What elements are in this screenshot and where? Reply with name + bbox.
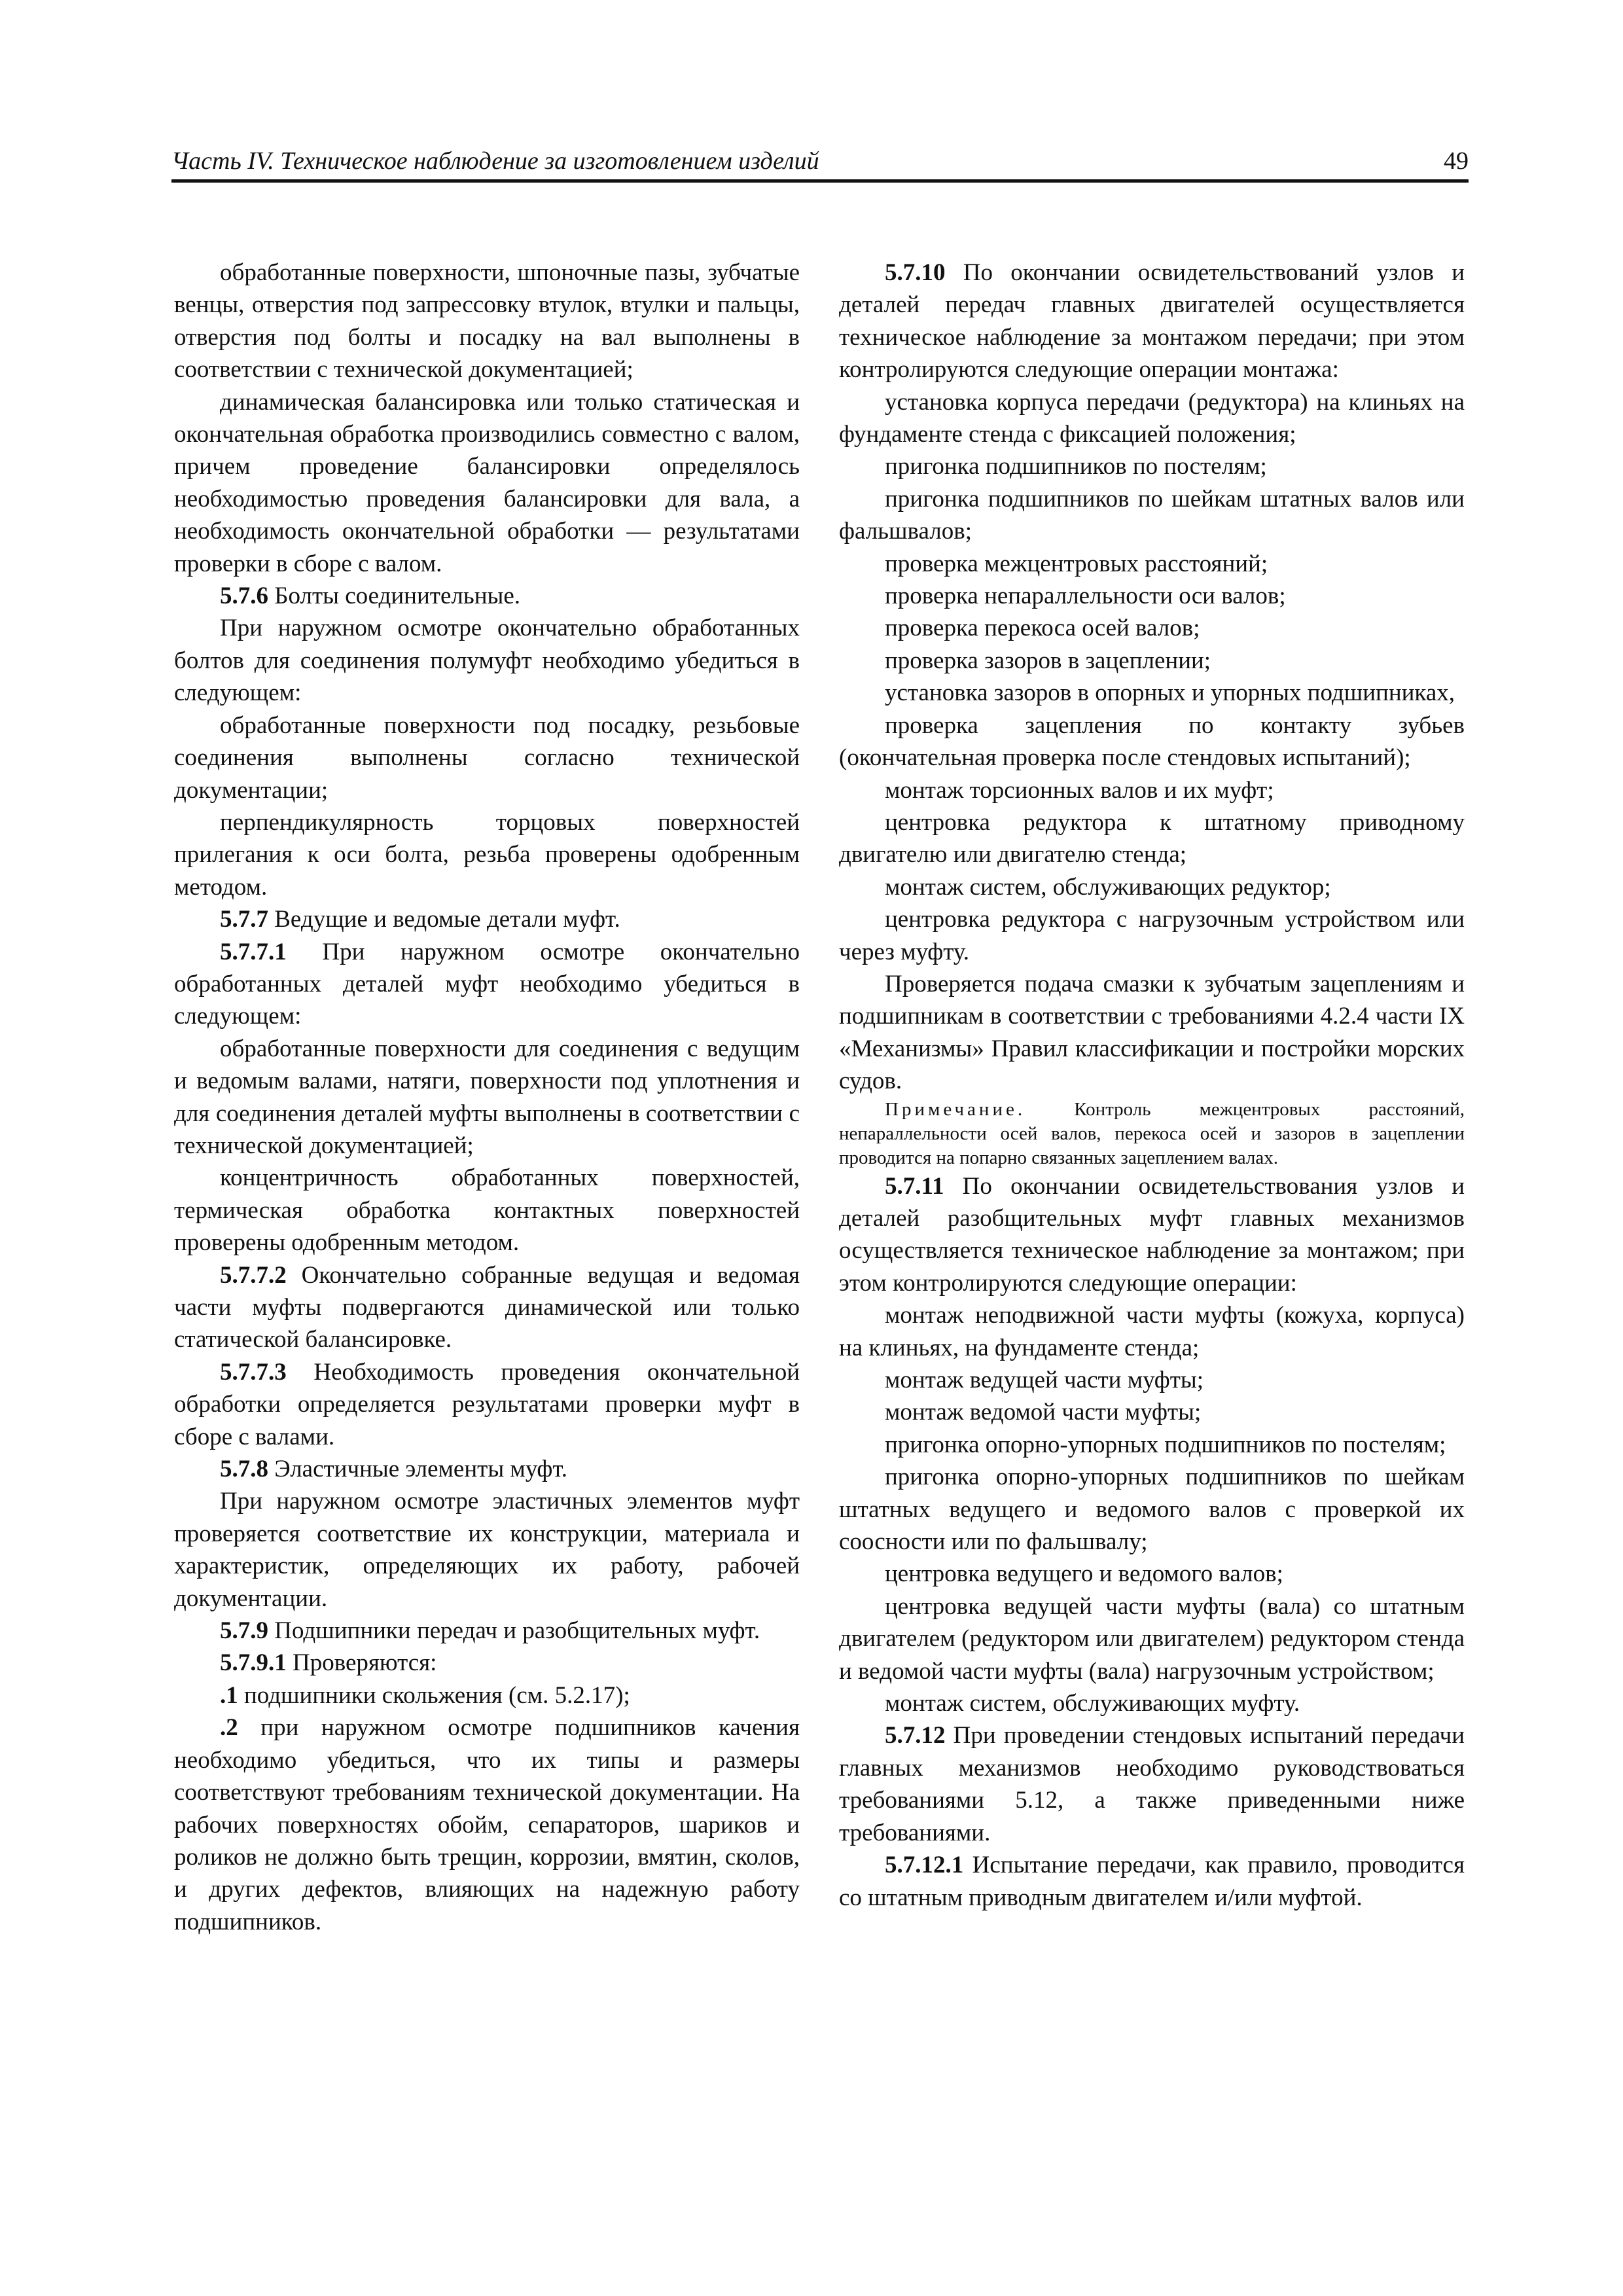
section-5-7-7-2 (174, 1259, 800, 1356)
right-column (839, 257, 1465, 1914)
section-heading: Болты соединительные. (274, 583, 521, 610)
item-number: .1 (220, 1681, 238, 1709)
running-header (171, 145, 1469, 183)
section-text: При наружном осмотре окончательно обработанных деталей муфт необходимо убедиться в следующем: (174, 938, 800, 1030)
list-item: пригонка подшипников по шейкам штатных валов или фальшвалов; (839, 485, 1465, 545)
section-5-7-10 (839, 257, 1465, 386)
section-number: 5.7.9.1 (220, 1649, 287, 1677)
section-number: 5.7.12 (885, 1722, 946, 1749)
paragraph: обработанные поверхности под посадку, резьбовые соединения выполнены согласно технической документации; (174, 711, 800, 804)
section-number: 5.7.7 (220, 906, 268, 933)
paragraph: При наружном осмотре окончательно обработанных болтов для соединения полумуфт необходимо убедиться в следующем: (174, 615, 800, 707)
list-item: монтаж ведущей части муфты; (885, 1367, 1204, 1393)
item-text: при наружном осмотре подшипников качения необходимо убедиться, что их типы и размеры соответствуют требованиям технической документации. На рабочих поверхностях обойм, сепараторов, шариков и роликов не должно быть трещин, коррозии, вмятин, сколов, и других дефектов, влияющих на надежную работу подшипников. (174, 1714, 800, 1935)
note-text: Контроль межцентровых расстояний, непараллельности осей валов, перекоса осей и зазоров в зацеплении проводится на попарно связанных зацеплением валах. (839, 1098, 1465, 1168)
item-number: .2 (220, 1714, 238, 1742)
list-item: монтаж систем, обслуживающих редуктор; (885, 873, 1331, 901)
list-item: центровка редуктора с нагрузочным устройством или через муфту. (839, 906, 1465, 965)
section-5-7-8 (174, 1453, 800, 1485)
section-5-7-6 (174, 580, 800, 612)
section-number: 5.7.7.3 (220, 1358, 287, 1386)
list-item: монтаж систем, обслуживающих муфту. (885, 1690, 1300, 1717)
list-item: центровка ведущего и ведомого валов; (885, 1560, 1283, 1588)
list-item: установка зазоров в опорных и упорных подшипниках, (885, 679, 1455, 707)
paragraph: обработанные поверхности для соединения с ведущим и ведомым валами, натяги, поверхности под уплотнения и для соединения деталей муфты выполнены в соответствии с технической документацией; (174, 1035, 800, 1159)
paragraph: концентричность обработанных поверхностей, термическая обработка контактных поверхностей проверены одобренным методом. (174, 1164, 800, 1257)
list-item: пригонка подшипников по постелям; (885, 453, 1267, 480)
section-number: 5.7.7.2 (220, 1261, 287, 1289)
section-5-7-12-1 (839, 1849, 1465, 1914)
section-5-7-7-3 (174, 1356, 800, 1453)
paragraph: При наружном осмотре эластичных элементов муфт проверяется соответствие их конструкции, материала и характеристик, определяющих их работу, рабочей документации. (174, 1488, 800, 1612)
section-heading: Эластичные элементы муфт. (274, 1456, 568, 1483)
section-text: Окончательно собранные ведущая и ведомая части муфты подвергаются динамической или только статической балансировке. (174, 1261, 800, 1354)
section-heading: Подшипники передач и разобщительных муфт. (274, 1617, 760, 1645)
section-number: 5.7.12.1 (885, 1852, 964, 1879)
section-number: 5.7.11 (885, 1172, 944, 1200)
section-number: 5.7.9 (220, 1617, 268, 1645)
section-number: 5.7.10 (885, 259, 946, 286)
list-item: монтаж ведомой части муфты; (885, 1399, 1202, 1426)
section-text: По окончании освидетельствований узлов и деталей передач главных двигателей осуществляется техническое наблюдение за монтажом передачи; при этом контролируются следующие операции монтажа: (839, 259, 1465, 384)
list-item: центровка ведущей части муфты (вала) со штатным двигателем (редуктором или двигателем) редуктором стенда и ведомой части муфты (вала) нагрузочным устройством; (839, 1592, 1465, 1685)
section-5-7-11 (839, 1170, 1465, 1300)
list-item: проверка зазоров в зацеплении; (885, 647, 1211, 674)
section-5-7-7-1 (174, 936, 800, 1033)
list-item: монтаж неподвижной части муфты (кожуха, корпуса) на клиньях, на фундаменте стенда; (839, 1302, 1465, 1361)
section-text: Испытание передачи, как правило, проводится со штатным приводным двигателем и/или муфтой. (839, 1852, 1465, 1911)
list-item: пригонка опорно-упорных подшипников по шейкам штатных ведущего и ведомого валов с проверкой их соосности или по фальшвалу; (839, 1463, 1465, 1556)
note-label: Примечание. (885, 1098, 1026, 1120)
section-5-7-12 (839, 1719, 1465, 1849)
list-item: проверка зацепления по контакту зубьев (окончательная проверка после стендовых испытаний); (839, 711, 1465, 772)
note (839, 1098, 1465, 1170)
section-5-7-7 (174, 903, 800, 935)
section-text: Проверяются: (293, 1649, 437, 1677)
header-title: Часть IV. Техническое наблюдение за изготовлением изделий (171, 147, 819, 175)
list-item: проверка перекоса осей валов; (885, 615, 1200, 642)
section-5-7-9-1 (174, 1647, 800, 1679)
section-heading: Ведущие и ведомые детали муфт. (274, 906, 620, 933)
paragraph: Проверяется подача смазки к зубчатым зацеплениям и подшипникам в соответствии с требованиями 4.2.4 части IX «Механизмы» Правил классификации и постройки морских судов. (839, 970, 1465, 1095)
list-item: проверка непараллельности оси валов; (885, 583, 1286, 610)
list-item: монтаж торсионных валов и их муфт; (885, 776, 1274, 804)
section-text: Необходимость проведения окончательной обработки определяется результатами проверки муфт в сборе с валами. (174, 1358, 800, 1450)
section-number: 5.7.7.1 (220, 938, 287, 965)
section-5-7-9 (174, 1615, 800, 1647)
section-text: По окончании освидетельствования узлов и деталей разобщительных муфт главных механизмов осуществляется техническое наблюдение за монтажом; при этом контролируются следующие операции: (839, 1172, 1465, 1297)
section-text: При проведении стендовых испытаний передачи главных механизмов необходимо руководствоваться требованиями 5.12, а также приведенными ниже требованиями. (839, 1722, 1465, 1846)
list-item (174, 1712, 800, 1938)
item-text: подшипники скольжения (см. 5.2.17); (244, 1681, 630, 1709)
section-number: 5.7.8 (220, 1456, 268, 1483)
paragraph: обработанные поверхности, шпоночные пазы, зубчатые венцы, отверстия под запрессовку втулок, втулки и пальцы, отверстия под болты и посадку на вал выполнены в соответствии с технической документацией; (174, 259, 800, 384)
list-item: пригонка опорно-упорных подшипников по постелям; (885, 1431, 1446, 1458)
list-item: установка корпуса передачи (редуктора) на клиньях на фундаменте стенда с фиксацией положения; (839, 388, 1465, 448)
left-column (174, 257, 800, 1938)
list-item: проверка межцентровых расстояний; (885, 550, 1268, 577)
page-number: 49 (1444, 147, 1469, 175)
list-item (174, 1679, 800, 1712)
section-number: 5.7.6 (220, 583, 268, 610)
list-item: центровка редуктора к штатному приводному двигателю или двигателю стенда; (839, 808, 1465, 869)
paragraph: перпендикулярность торцовых поверхностей прилегания к оси болта, резьба проверены одобренным методом. (174, 808, 800, 901)
paragraph: динамическая балансировка или только статическая и окончательная обработка производились совместно с валом, причем проведение балансировки определялось необходимостью проведения балансировки для вала, а необходимость окончательной обработки — результатами проверки в сборе с валом. (174, 388, 800, 577)
